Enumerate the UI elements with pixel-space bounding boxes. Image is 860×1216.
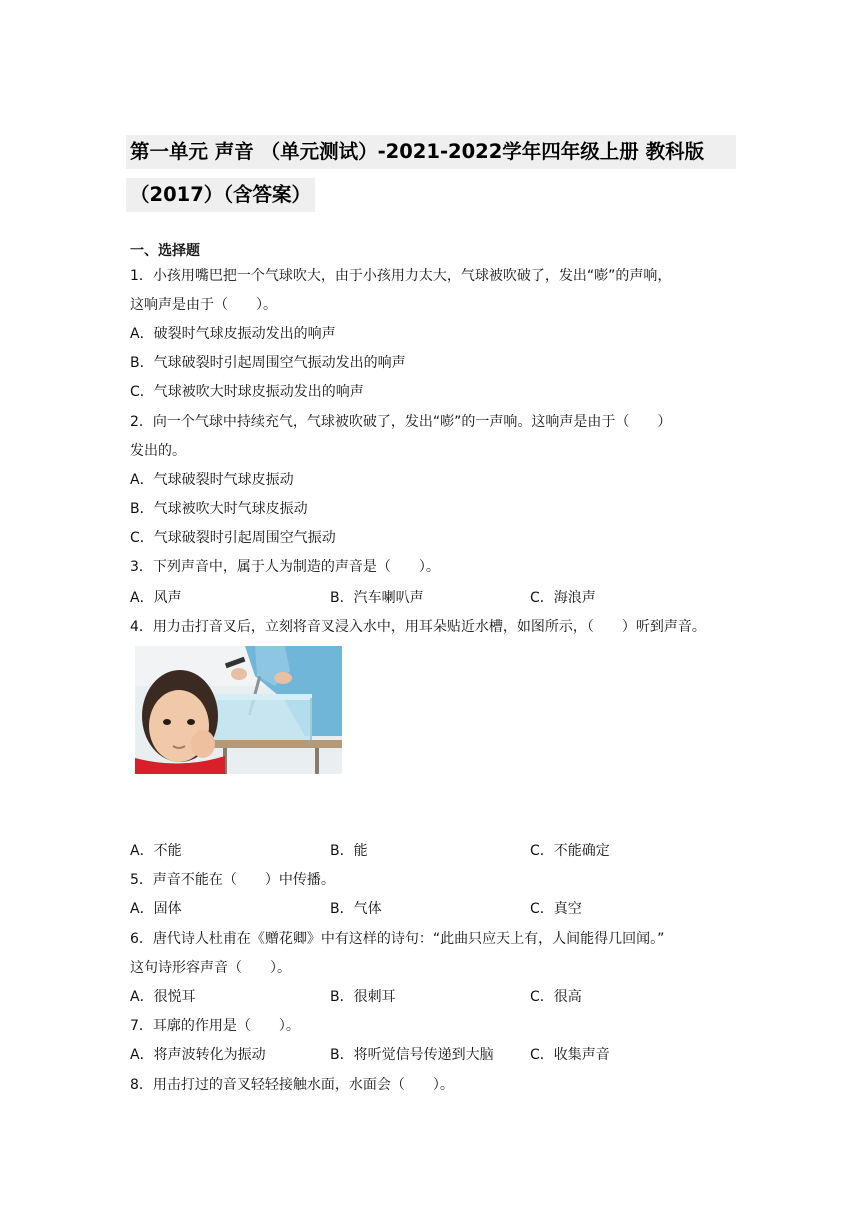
question-1-option-c: C．气球被吹大时球皮振动发出的响声 [130, 384, 364, 400]
question-4-option-a: A．不能 [130, 843, 182, 859]
question-5-option-c: C．真空 [530, 901, 582, 917]
question-3-line-1: 3．下列声音中，属于人为制造的声音是（ ）。 [130, 559, 440, 575]
question-4-option-c: C．不能确定 [530, 843, 610, 859]
question-6-option-b: B．很刺耳 [330, 989, 396, 1005]
question-3-option-a: A．风声 [130, 590, 182, 606]
question-7-option-a: A．将声波转化为振动 [130, 1047, 266, 1063]
question-4-option-b: B．能 [330, 843, 368, 859]
question-3-option-c: C．海浪声 [530, 590, 596, 606]
document-title-line-1: 第一单元 声音 （单元测试）-2021-2022学年四年级上册 教科版 [126, 135, 736, 169]
question-6-option-c: C．很高 [530, 989, 582, 1005]
question-3-option-b: B．汽车喇叭声 [330, 590, 424, 606]
question-6-line-1: 6．唐代诗人杜甫在《赠花卿》中有这样的诗句：“此曲只应天上有，人间能得几回闻。” [130, 931, 665, 947]
question-2-option-a: A．气球破裂时气球皮振动 [130, 472, 294, 488]
document-title-line-2: （2017）（含答案） [126, 178, 315, 212]
question-1-line-2: 这响声是由于（ ）。 [130, 297, 277, 313]
question-4-line-1: 4．用力击打音叉后，立刻将音叉浸入水中，用耳朵贴近水槽，如图所示，（ ）听到声音。 [130, 619, 706, 635]
question-1-option-a: A．破裂时气球皮振动发出的响声 [130, 326, 336, 342]
question-5-line-1: 5．声音不能在（ ）中传播。 [130, 872, 335, 888]
question-2-option-c: C．气球破裂时引起周围空气振动 [130, 530, 336, 546]
question-2-option-b: B．气球被吹大时气球皮振动 [130, 501, 308, 517]
question-8-line-1: 8．用击打过的音叉轻轻接触水面，水面会（ ）。 [130, 1077, 454, 1093]
question-5-option-a: A．固体 [130, 901, 182, 917]
question-2-line-1: 2．向一个气球中持续充气，气球被吹破了，发出“嘭”的一声响。这响声是由于（ ） [130, 414, 672, 430]
section-heading: 一、选择题 [130, 243, 200, 259]
tuning-fork-water-photo [135, 646, 342, 774]
question-6-line-2: 这句诗形容声音（ ）。 [130, 960, 291, 976]
question-7-option-b: B．将听觉信号传递到大脑 [330, 1047, 494, 1063]
question-7-option-c: C．收集声音 [530, 1047, 610, 1063]
question-5-option-b: B．气体 [330, 901, 382, 917]
question-1-line-1: 1．小孩用嘴巴把一个气球吹大，由于小孩用力太大，气球被吹破了，发出“嘭”的声响， [130, 268, 672, 284]
question-7-line-1: 7．耳廓的作用是（ ）。 [130, 1018, 300, 1034]
question-2-line-2: 发出的。 [130, 443, 186, 459]
question-6-option-a: A．很悦耳 [130, 989, 196, 1005]
question-1-option-b: B．气球破裂时引起周围空气振动发出的响声 [130, 355, 406, 371]
